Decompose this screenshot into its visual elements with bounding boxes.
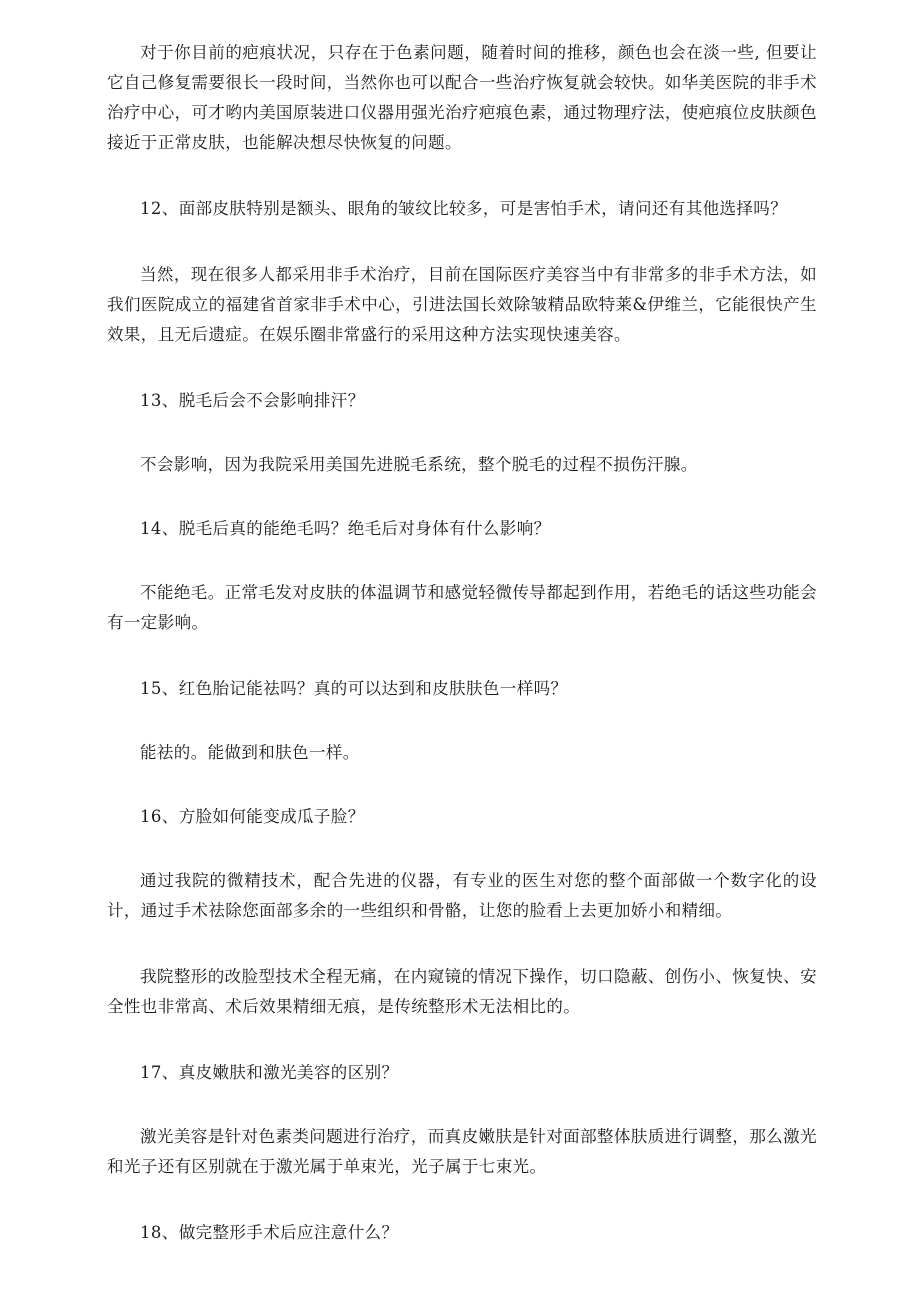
paragraph-scar-answer: 对于你目前的疤痕状况，只存在于色素问题，随着时间的推移，颜色也会在淡一些, 但要让它自己修复需要很长一段时间，当然你也可以配合一些治疗恢复就会较快。如华美医院的非手术治疗中心，可才哟内美国原装进口仪器用强光治疗疤痕色素，通过物理疗法，使疤痕位皮肤颜色接近于正常皮肤，也能解决想尽快恢复的问题。 xyxy=(107,43,817,152)
question-14: 14、脱毛后真的能绝毛吗？绝毛后对身体有什么影响？ xyxy=(140,519,551,538)
question-16: 16、方脸如何能变成瓜子脸？ xyxy=(140,807,365,826)
answer-12: 当然，现在很多人都采用非手术治疗，目前在国际医疗美容当中有非常多的非手术方法，如我们医院成立的福建省首家非手术中心，引进法国长效除皱精品欧特莱&伊维兰，它能很快产生效果，且无后遗症。在娱乐圈非常盛行的采用这种方法实现快速美容。 xyxy=(107,265,817,344)
answer-16-part-1: 通过我院的微精技术，配合先进的仪器，有专业的医生对您的整个面部做一个数字化的设计，通过手术祛除您面部多余的一些组织和骨骼，让您的脸看上去更加娇小和精细。 xyxy=(107,871,817,920)
question-12: 12、面部皮肤特别是额头、眼角的皱纹比较多，可是害怕手术，请问还有其他选择吗？ xyxy=(140,199,788,218)
answer-16-part-2: 我院整形的改脸型技术全程无痛，在内窥镜的情况下操作，切口隐蔽、创伤小、恢复快、安全性也非常高、术后效果精细无痕，是传统整形术无法相比的。 xyxy=(107,967,817,1016)
answer-14: 不能绝毛。正常毛发对皮肤的体温调节和感觉轻微传导都起到作用，若绝毛的话这些功能会有一定影响。 xyxy=(107,583,817,632)
question-18: 18、做完整形手术后应注意什么？ xyxy=(140,1223,399,1242)
answer-15: 能祛的。能做到和肤色一样。 xyxy=(140,743,360,762)
question-17: 17、真皮嫩肤和激光美容的区别？ xyxy=(140,1063,399,1082)
question-13: 13、脱毛后会不会影响排汗？ xyxy=(140,391,365,410)
answer-13: 不会影响，因为我院采用美国先进脱毛系统，整个脱毛的过程不损伤汗腺。 xyxy=(140,455,698,474)
document-page xyxy=(107,38,817,1248)
question-15: 15、红色胎记能祛吗？真的可以达到和皮肤肤色一样吗？ xyxy=(140,679,568,698)
answer-17: 激光美容是针对色素类问题进行治疗，而真皮嫩肤是针对面部整体肤质进行调整，那么激光和光子还有区别就在于激光属于单束光，光子属于七束光。 xyxy=(107,1127,817,1176)
